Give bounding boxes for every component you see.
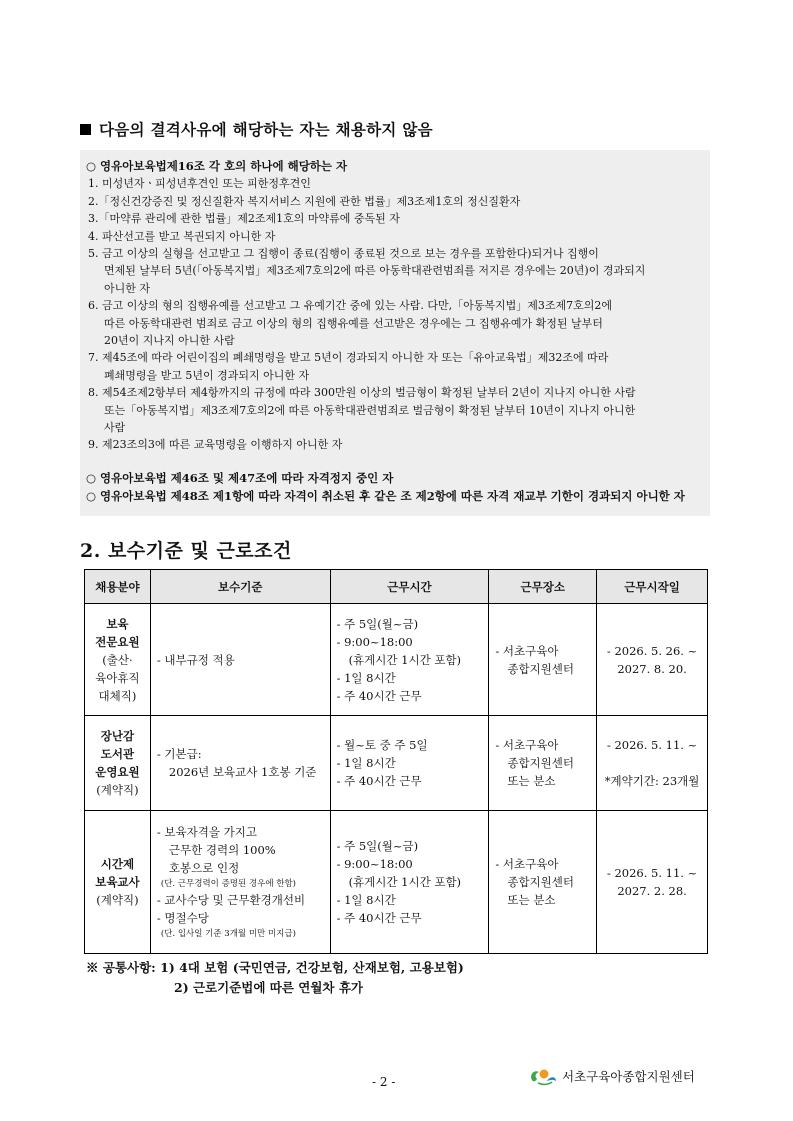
section1-title: 다음의 결격사유에 해당하는 자는 채용하지 않음 [80, 118, 433, 140]
table-row [85, 604, 708, 716]
cell-place-line: 종합지원센터 [507, 661, 574, 676]
field-note-line: 육아휴직 [95, 670, 140, 685]
cell-pay-line: (단. 근무경력이 증명된 경우에 한함) [160, 879, 296, 889]
cell-hours-line: - 1일 8시간 [336, 893, 396, 907]
disqualification-heading: ○ 영유아보육법 제48조 제1항에 따라 자격이 취소된 후 같은 조 제2항에 따른 자격 재교부 기한이 경과되지 아니한 자 [86, 488, 685, 503]
disqualification-box [80, 150, 710, 516]
cell-place-line: - 서초구육아 [495, 857, 559, 871]
cell-hours-line: - 주 5일(월~금) [336, 839, 419, 853]
cell-place [489, 811, 597, 954]
disqualification-line: 면제된 날부터 5년(「아동복지법」제3조제7호의2에 따른 아동학대관련범죄를 저지른 경우에는 20년)이 경과되지 [104, 264, 646, 278]
disqualification-line: 1. 미성년자ㆍ피성년후견인 또는 피한정후견인 [88, 177, 311, 191]
cell-start-line: 2027. 2. 28. [617, 884, 687, 898]
cell-start-line: *계약기간: 23개월 [604, 774, 700, 788]
table-row [85, 811, 708, 954]
cell-hours-line: - 1일 8시간 [336, 670, 396, 685]
cell-start-line: - 2026. 5. 11. ~ [606, 738, 698, 752]
cell-pay-line: 근무한 경력의 100% [168, 843, 276, 857]
field-note-line: (출산· [102, 652, 133, 667]
disqualification-line: 5. 금고 이상의 실형을 선고받고 그 집행이 종료(집행이 종료된 것으로 보는 경우를 포함한다)되거나 집행이 [88, 247, 599, 260]
disqualification-line: 따른 아동학대관련 범죄로 금고 이상의 형의 집행유예를 선고받은 경우에는 그 집행유예가 확정된 날부터 [104, 316, 603, 330]
cell-hours [330, 604, 489, 716]
table-row [85, 716, 708, 811]
header-place: 근무장소 [489, 570, 597, 604]
cell-place-line: 종합지원센터 [507, 875, 574, 889]
center-logo-text: 서초구육아종합지원센터 [562, 1069, 695, 1084]
field-name-line: 운영요원 [95, 765, 140, 779]
cell-pay-line: 2026년 보육교사 1호봉 기준 [168, 765, 317, 779]
cell-pay [150, 811, 330, 954]
disqualification-line: 7. 제45조에 따라 어린이집의 폐쇄명령을 받고 5년이 경과되지 아니한 자 또는「유아교육법」제32조에 따라 [88, 351, 609, 365]
cell-pay-line: - 명절수당 [156, 911, 209, 925]
cell-field [85, 811, 151, 954]
cell-start [597, 811, 708, 954]
cell-pay-line: - 기본급: [156, 747, 202, 761]
cell-field [85, 716, 151, 811]
field-note-line: (계약직) [96, 893, 139, 907]
field-name-line: 전문요원 [95, 634, 140, 649]
cell-pay-line: (단. 입사일 기준 3개월 미만 미지급) [160, 929, 296, 939]
disqualification-line: 9. 제23조의3에 따른 교육명령을 이행하지 아니한 자 [88, 438, 343, 452]
cell-pay-line: 호봉으로 인정 [168, 861, 240, 875]
disqualification-line: 20년이 지나지 아니한 사람 [104, 334, 235, 347]
disqualification-line: 2.「정신건강증진 및 정신질환자 복지서비스 지원에 관한 법률」제3조제1호의 정신질환자 [88, 194, 521, 208]
cell-hours-line: (휴게시간 1시간 포함) [348, 652, 462, 667]
cell-pay-line: - 교사수당 및 근무환경개선비 [156, 893, 306, 907]
cell-start [597, 716, 708, 811]
cell-pay [150, 716, 330, 811]
cell-start [597, 604, 708, 716]
center-logo-icon [528, 1066, 558, 1086]
cell-start-line [603, 754, 701, 772]
field-name-line: 도서관 [100, 747, 135, 761]
square-bullet-icon [80, 124, 91, 135]
cell-place-line: - 서초구육아 [495, 738, 559, 752]
cell-place [489, 716, 597, 811]
cell-hours [330, 716, 489, 811]
field-note-line: 대체직) [98, 688, 137, 703]
cell-place-line: 종합지원센터 [507, 756, 574, 770]
cell-hours-line: - 월~토 중 주 5일 [336, 738, 428, 752]
cell-pay [150, 604, 330, 716]
disqualification-line: 3.「마약류 관리에 관한 법률」제2조제1호의 마약류에 중독된 자 [88, 212, 400, 226]
cell-hours-line: - 1일 8시간 [336, 756, 396, 770]
cell-hours-line: (휴게시간 1시간 포함) [348, 875, 462, 889]
section2-title: 2. 보수기준 및 근로조건 [80, 540, 292, 562]
cell-hours-line: - 주 5일(월~금) [336, 616, 419, 631]
cell-field [85, 604, 151, 716]
field-name-line: 시간제 [100, 857, 135, 871]
disqualification-line: 사람 [104, 421, 126, 434]
cell-start-line: 2027. 8. 20. [617, 661, 687, 676]
cell-place-line: 또는 분소 [507, 774, 556, 788]
pay-conditions-table [84, 569, 708, 954]
cell-pay-line: - 보육자격을 가지고 [156, 825, 257, 839]
field-note-line: (계약직) [96, 783, 139, 797]
disqualification-heading: ○ 영유아보육법 제46조 및 제47조에 따라 자격정지 중인 자 [86, 470, 394, 485]
disqualification-line: 8. 제54조제2항부터 제4항까지의 규정에 따라 300만원 이상의 벌금형이 확정된 날부터 2년이 지나지 아니한 사람 [88, 386, 636, 400]
cell-start-line: - 2026. 5. 11. ~ [606, 866, 698, 880]
common-note-2: 2) 근로기준법에 따른 연월차 휴가 [174, 980, 363, 995]
cell-hours-line: - 9:00~18:00 [336, 634, 413, 649]
cell-hours-line: - 주 40시간 근무 [336, 688, 422, 703]
page-number: - 2 - [372, 1075, 396, 1089]
cell-hours-line: - 9:00~18:00 [336, 857, 413, 871]
field-name-line: 장난감 [100, 729, 135, 743]
cell-start-line: - 2026. 5. 26. ~ [606, 643, 698, 658]
disqualification-line: 6. 금고 이상의 형의 집행유예를 선고받고 그 유예기간 중에 있는 사람. 다만,「아동복지법」제3조제7호의2에 [88, 299, 612, 313]
header-pay: 보수기준 [150, 570, 330, 604]
cell-hours-line: - 주 40시간 근무 [336, 911, 422, 925]
disqualification-line: 아니한 자 [104, 281, 151, 295]
disqualification-line: 또는「아동복지법」제3조제7호의2에 따른 아동학대관련범죄로 벌금형이 확정된 날부터 10년이 지나지 아니한 [104, 403, 636, 417]
cell-place-line: - 서초구육아 [495, 643, 559, 658]
table-header-row [85, 570, 708, 604]
disqualification-heading: ○ 영유아보육법제16조 각 호의 하나에 해당하는 자 [86, 159, 348, 173]
common-note-1: ※ 공통사항: 1) 4대 보험 (국민연금, 건강보험, 산재보험, 고용보험) [86, 960, 464, 975]
field-name-line: 보육 [106, 616, 129, 631]
cell-place-line: 또는 분소 [507, 893, 556, 907]
disqualification-line: 4. 파산선고를 받고 복권되지 아니한 자 [88, 229, 276, 243]
cell-hours-line: - 주 40시간 근무 [336, 774, 422, 788]
center-logo [528, 1066, 695, 1086]
field-name-line: 보육교사 [95, 875, 140, 889]
header-start: 근무시작일 [597, 570, 708, 604]
disqualification-line: 폐쇄명령을 받고 5년이 경과되지 아니한 자 [104, 368, 310, 382]
cell-place [489, 604, 597, 716]
cell-pay-line: - 내부규정 적용 [156, 652, 235, 667]
cell-hours [330, 811, 489, 954]
header-field: 채용분야 [85, 570, 151, 604]
header-hours: 근무시간 [330, 570, 489, 604]
